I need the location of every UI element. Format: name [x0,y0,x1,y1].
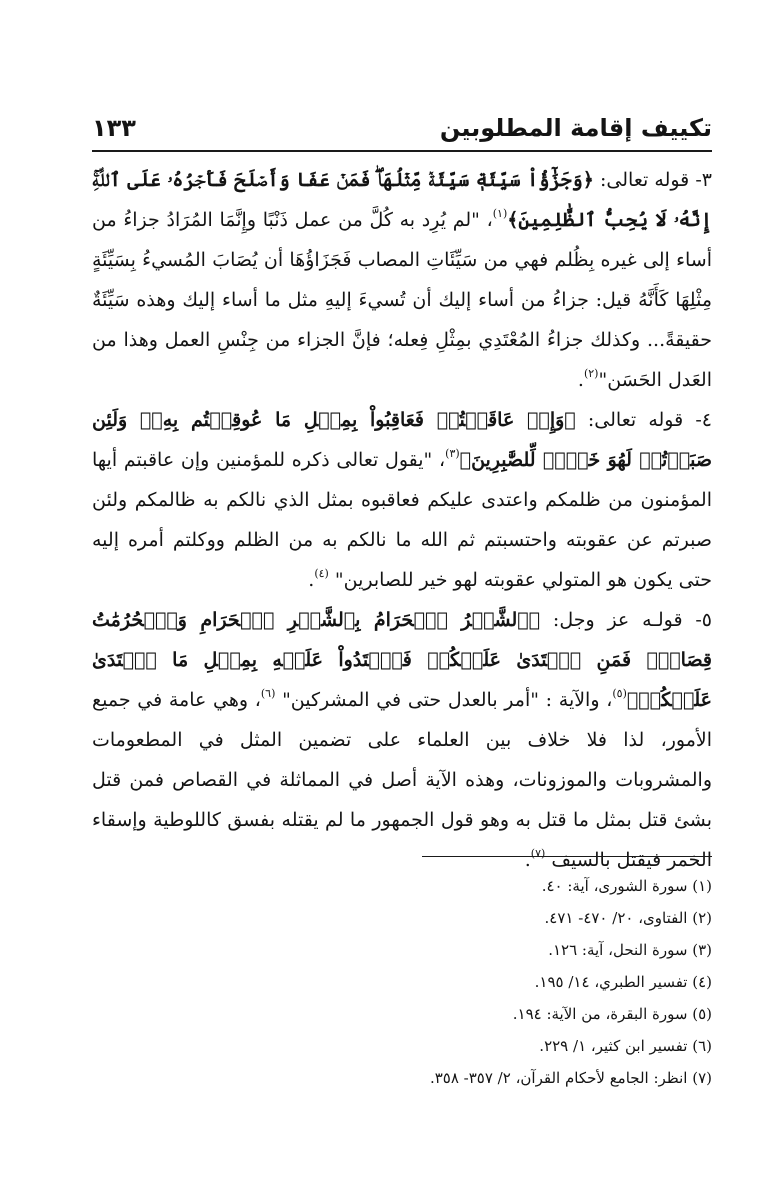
quran-verse: ﴿ٱلشَّهۡرُ ٱلۡحَرَامُ بِٱلشَّهۡرِ ٱلۡحَرَامِ وَٱلۡحُرُمَٰتُ قِصَاصٞۚ فَمَنِ ٱعۡتَدَىٰ عَلَيۡكُمۡ فَٱعۡتَدُواْ عَلَيۡهِ بِمِثۡلِ مَا ٱعۡتَدَىٰ عَلَيۡكُمۡ﴾ [92,609,712,711]
page-header [92,108,712,152]
footnote-3: (٣) سورة النحل، آية: ١٢٦. [548,941,712,959]
footnote-2: (٢) الفتاوى، ٢٠/ ٤٧٠- ٤٧١. [544,909,712,927]
running-title: تكييف إقامة المطلوبين [439,114,712,142]
quran-verse: ﴿وَجَزَٰٓؤُاْ سَيِّئَةٖ سَيِّئَةٞ مِّثۡلُهَاۖ فَمَنۡ عَفَا وَأَصۡلَحَ فَأَجۡرُهُۥ عَلَى ٱللَّهِۚ إِنَّهُۥ لَا يُحِبُّ ٱلظَّٰلِمِينَ﴾ [92,169,712,231]
main-text [92,160,712,880]
footnote-ref: (٢) [583,367,599,380]
paragraph-lead: ٣- قوله تعالى: [593,169,712,191]
paragraph-end: . [577,369,584,391]
paragraph-text: ، وهي عامة في جميع الأمور، لذا فلا خلاف بين العلماء على تضمين المثل في المطعومات والمشروبات والموزونات، وهذه الآية أصل في المماثلة في القصاص فمن قتل بشئ قتل بمثل ما قتل به وهو قول الجمهور ما لم يقتله بفسق كاللوطية وإسقاء الخمر فيقتل بالسيف [92,689,712,871]
quran-verse: ﴿وَإِنۡ عَاقَبۡتُمۡ فَعَاقِبُواْ بِمِثۡلِ مَا عُوقِبۡتُم بِهِۦۖ وَلَئِن صَبَرۡتُمۡ لَهُوَ خَيۡرٞ لِّلصَّٰبِرِينَ﴾ [92,409,712,471]
footnote-ref: (٣) [445,447,460,460]
paragraph-3 [92,160,712,400]
paragraph-text: ، "لم يُرِد به كُلَّ من عمل ذَنْبًا وإِنَّمَا المُرَادُ جزاءُ من أساء إلى غيره بِظُلم فهي من سَيِّئَاتِ المصاب فَجَزَاؤُهَا أن يُصَابَ المُسيءُ بِسَيِّئَةٍ مِثْلِهَا كَأَنَّهُ قيل: جزاءُ من أساء إليك أن تُسيءَ إليهِ مثل ما أساء إليك وهذه سَيِّئَةٌ حقيقةً... وكذلك جزاءُ المُعْتَدِي بمِثْلِ فِعله؛ فإنَّ الجزاء من جِنْسِ العمل وهذا من العَدل الحَسَن" [92,209,712,391]
footnote-7: (٧) انظر: الجامع لأحكام القرآن، ٢/ ٣٥٧- ٣٥٨. [429,1069,712,1087]
footnote-4: (٤) تفسير الطبري، ١٤/ ١٩٥. [534,973,712,991]
footnote-ref: (٧) [530,847,546,860]
paragraph-lead: ٥- قولـه عز وجل: [540,609,712,631]
footnote-ref: (٥) [612,687,627,700]
footnotes [92,870,712,1094]
paragraph-end: . [308,569,315,591]
paragraph-end: . [524,849,531,871]
paragraph-text: ، والآية : "أمر بالعدل حتى في المشركين" [275,689,613,711]
footnote-ref: (٦) [260,687,276,700]
header-rule [92,150,712,152]
paragraph-text: ، "يقول تعالى ذكره للمؤمنين وإن عاقبتم أيها المؤمنون من ظلمكم واعتدى عليكم فعاقبوه بمثل الذي نالكم به ظالمكم ولئن صبرتم عن عقوبته واحتسبتم ثم الله ما نالكم به من الظلم ووكلتم أمره إليه حتى يكون هو المتولي عقوبته لهو خير للصابرين" [92,449,712,591]
footnote-1: (١) سورة الشورى، آية: ٤٠. [541,877,712,895]
page-number: ١٣٣ [92,114,136,142]
paragraph-lead: ٤- قوله تعالى: [575,409,713,431]
footnote-rule [422,856,712,857]
footnote-6: (٦) تفسير ابن كثير، ١/ ٢٢٩. [539,1037,712,1055]
footnote-ref: (١) [492,207,508,220]
footnote-5: (٥) سورة البقرة، من الآية: ١٩٤. [512,1005,712,1023]
paragraph-5 [92,600,712,880]
footnote-ref: (٤) [314,567,329,580]
paragraph-4 [92,400,712,600]
